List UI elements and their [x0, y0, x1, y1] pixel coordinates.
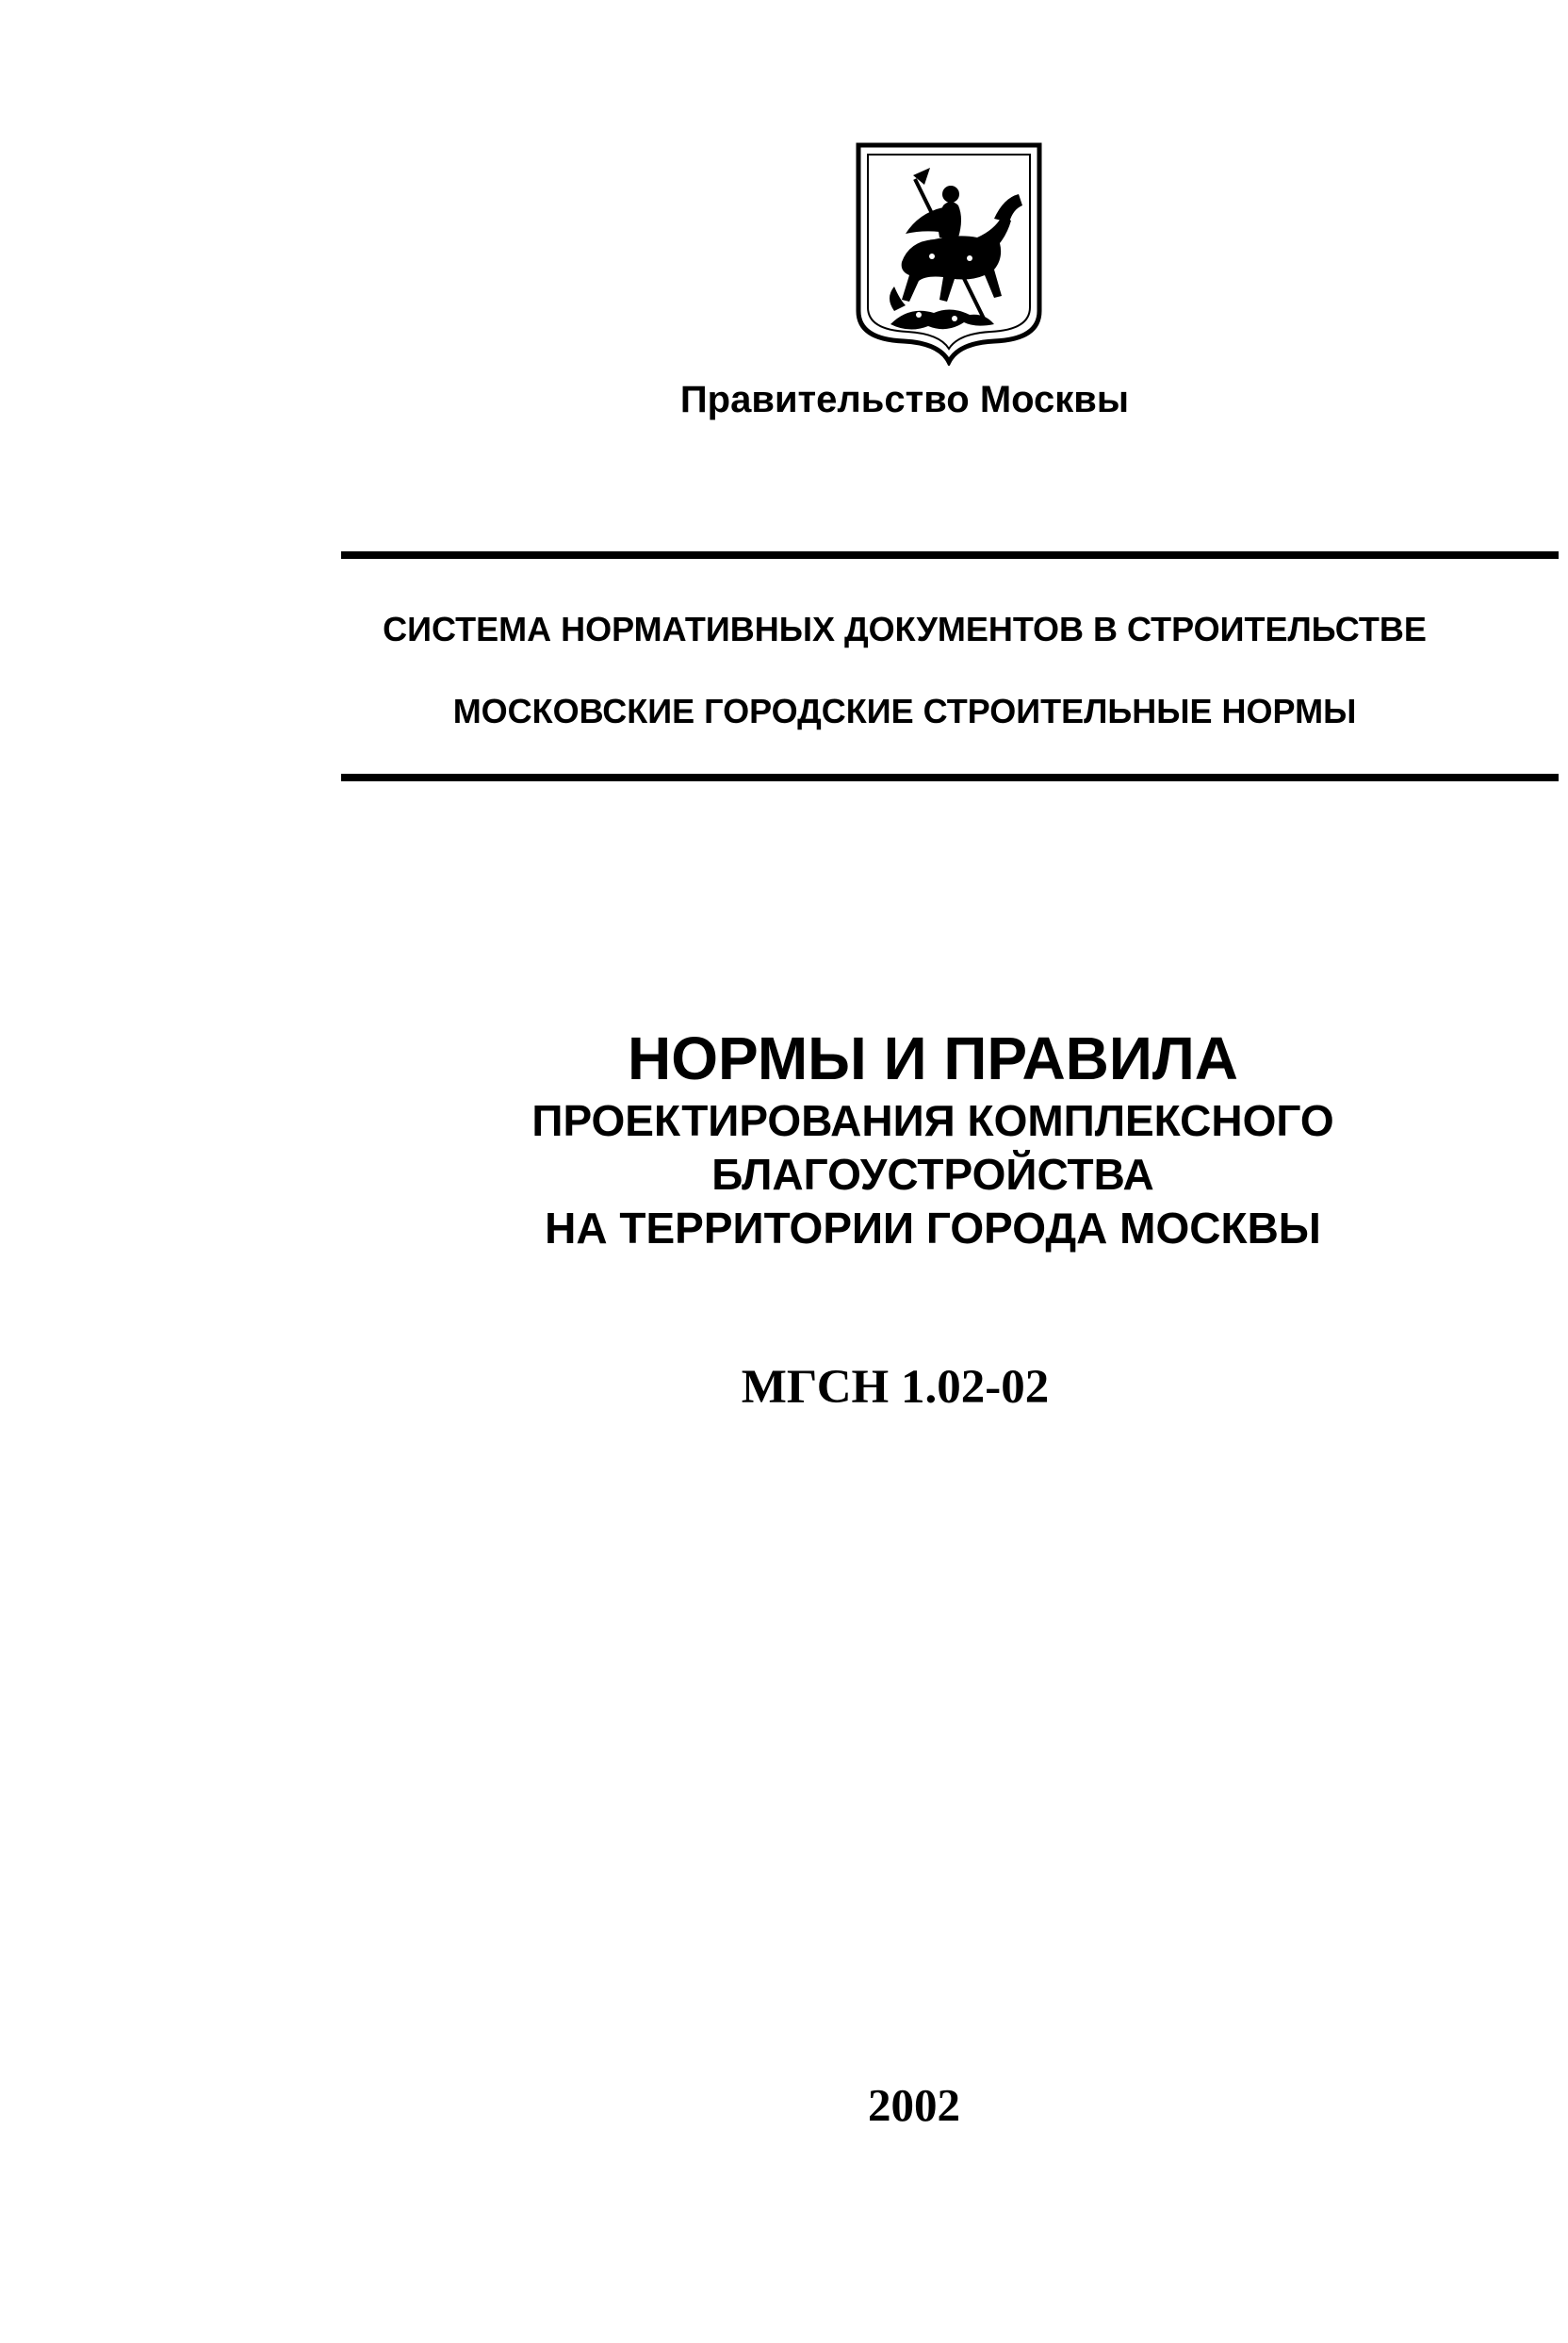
series-title-line-2: МОСКОВСКИЕ ГОРОДСКИЕ СТРОИТЕЛЬНЫЕ НОРМЫ [452, 692, 1357, 730]
document-title-line: ПРОЕКТИРОВАНИЯ КОМПЛЕКСНОГО [531, 1096, 1334, 1145]
document-title [377, 1023, 1489, 1255]
document-title-main: НОРМЫ И ПРАВИЛА [628, 1024, 1238, 1092]
publication-year: 2002 [868, 2079, 960, 2131]
document-title-line: БЛАГОУСТРОЙСТВА [711, 1150, 1154, 1199]
document-code: МГСН 1.02-02 [741, 1361, 1050, 1414]
bottom-divider [341, 774, 1559, 781]
series-title-line-1: СИСТЕМА НОРМАТИВНЫХ ДОКУМЕНТОВ В СТРОИТЕЛЬСТВЕ [383, 610, 1427, 648]
top-divider [341, 551, 1559, 559]
document-title-line: НА ТЕРРИТОРИИ ГОРОДА МОСКВЫ [545, 1204, 1321, 1253]
issuing-authority: Правительство Москвы [679, 379, 1130, 420]
moscow-coat-of-arms-icon [853, 139, 1045, 366]
